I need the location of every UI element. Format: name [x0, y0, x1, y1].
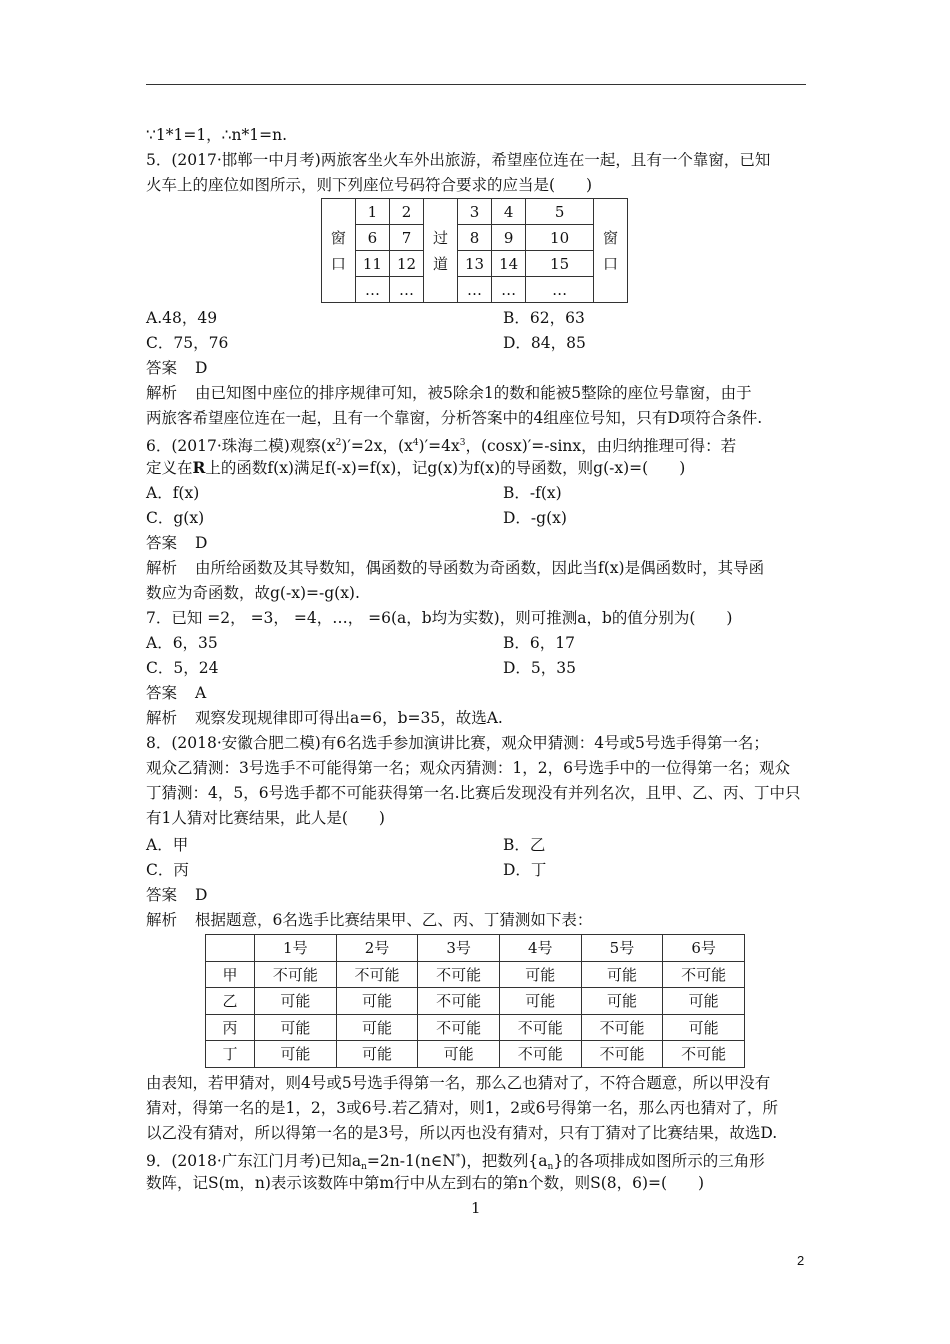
option-b: B．62，63: [503, 309, 585, 327]
table-header-cell: 6号: [663, 935, 745, 962]
table-cell: 不可能: [499, 1041, 581, 1068]
guess-table: [205, 934, 745, 1068]
question-8: 8．(2018·安徽合肥二模)有6名选手参加演讲比赛，观众甲猜测：4号或5号选手得第一名；: [146, 734, 769, 752]
question-9: 9．(2018·广东江门月考)已知an=2n-1(n∈N*)，把数列{an}的各项排成如图所示的三角形: [146, 1152, 765, 1172]
table-cell: 可能: [255, 1014, 337, 1041]
table-header-cell: [206, 935, 255, 962]
option-b: B．乙: [503, 836, 546, 854]
table-header-cell: 1号: [255, 935, 337, 962]
table-cell: 可能: [255, 988, 337, 1015]
explanation-line: 解析 观察发现规律即可得出a=6，b=35，故选A.: [146, 709, 503, 727]
question-6: 6．(2017·珠海二模)观察$(x^2)'=2x$，$(x^4)'=4x^3$，(cosx)′=-sinx，由归纳推理可得：若: [146, 437, 737, 455]
option-c: C．75，76: [146, 334, 229, 352]
option-d: D．丁: [503, 861, 547, 879]
table-cell: 乙: [206, 988, 255, 1015]
table-row: [206, 1041, 745, 1068]
seat-cell: …: [492, 277, 526, 303]
table-cell: 不可能: [581, 1014, 663, 1041]
option-d: D．-g(x): [503, 509, 567, 527]
question-5: 5．(2017·邯郸一中月考)两旅客坐火车外出旅游，希望座位连在一起，且有一个靠窗，已知: [146, 151, 771, 169]
window-cell-right: 窗口: [594, 199, 628, 303]
table-cell: 可能: [499, 961, 581, 988]
question-7: 7．已知 =2， =3， =4，…， =6(a，b均为实数)，则可推测a，b的值分别为( ): [146, 609, 733, 627]
table-cell: 不可能: [255, 961, 337, 988]
table-cell: 不可能: [581, 1041, 663, 1068]
seat-cell: 10: [526, 225, 594, 251]
table-cell: 可能: [663, 988, 745, 1015]
option-b: B．-f(x): [503, 484, 562, 502]
seat-cell: 15: [526, 251, 594, 277]
table-cell: 可能: [499, 988, 581, 1015]
option-c: C．5，24: [146, 659, 219, 677]
seat-cell: 11: [355, 251, 389, 277]
seat-cell: 13: [457, 251, 491, 277]
option-c: C．g(x): [146, 509, 205, 527]
seat-cell: 6: [355, 225, 389, 251]
table-header-cell: 3号: [418, 935, 500, 962]
text-line: 有1人猜对比赛结果，此人是( ): [146, 809, 385, 827]
text-line: 定义在R上的函数f(x)满足f(-x)=f(x)，记g(x)为f(x)的导函数，则g(-x)=( ): [146, 458, 686, 477]
seat-cell: 14: [492, 251, 526, 277]
seat-cell: 2: [389, 199, 423, 225]
option-b: B．6，17: [503, 634, 575, 652]
table-cell: 可能: [663, 1014, 745, 1041]
table-cell: 不可能: [663, 1041, 745, 1068]
text-line: 两旅客希望座位连在一起，且有一个靠窗，分析答案中的4组座位号知，只有D项符合条件.: [146, 409, 763, 427]
table-header-row: [206, 935, 745, 962]
answer-line: 答案 D: [146, 359, 208, 377]
window-cell-left: 窗口: [322, 199, 356, 303]
text-line: 以乙没有猜对，所以得第一名的是3号，所以丙也没有猜对，只有丁猜对了比赛结果，故选D.: [146, 1124, 778, 1142]
table-cell: 可能: [581, 961, 663, 988]
seat-cell: …: [389, 277, 423, 303]
table-cell: 不可能: [336, 961, 418, 988]
option-c: C．丙: [146, 861, 189, 879]
text-line: 猜对，得第一名的是1，2，3或6号.若乙猜对，则1，2或6号得第一名，那么丙也猜对了，所: [146, 1099, 778, 1117]
table-cell: 不可能: [418, 961, 500, 988]
option-a: A.48，49: [146, 309, 218, 327]
explanation-line: 解析 根据题意，6名选手比赛结果甲、乙、丙、丁猜测如下表：: [146, 911, 593, 929]
table-cell: 可能: [336, 1014, 418, 1041]
seat-cell: …: [526, 277, 594, 303]
table-cell: 可能: [336, 988, 418, 1015]
option-a: A．6，35: [146, 634, 218, 652]
table-cell: 不可能: [663, 961, 745, 988]
text-line: 丁猜测：4，5，6号选手都不可能获得第一名.比赛后发现没有并列名次，且甲、乙、丙、丁中只: [146, 784, 801, 802]
page-number-right: 2: [797, 1253, 805, 1268]
seat-diagram-table: [321, 198, 628, 303]
text-line: 数阵，记S(m，n)表示该数阵中第m行中从左到右的第n个数，则S(8，6)=( ): [146, 1174, 705, 1192]
option-a: A．f(x): [146, 484, 200, 502]
option-a: A．甲: [146, 836, 189, 854]
text-line: 数应为奇函数，故g(-x)=-g(x).: [146, 584, 360, 602]
seat-cell: 7: [389, 225, 423, 251]
table-cell: 丁: [206, 1041, 255, 1068]
table-cell: 不可能: [418, 988, 500, 1015]
seat-cell: 12: [389, 251, 423, 277]
seat-cell: …: [355, 277, 389, 303]
text-line: 由表知，若甲猜对，则4号或5号选手得第一名，那么乙也猜对了，不符合题意，所以甲没有: [146, 1074, 771, 1092]
table-cell: 可能: [336, 1041, 418, 1068]
page-number-center: 1: [471, 1199, 481, 1217]
table-cell: 可能: [255, 1041, 337, 1068]
option-d: D．5，35: [503, 659, 577, 677]
seat-cell: 8: [457, 225, 491, 251]
table-header-cell: 4号: [499, 935, 581, 962]
aisle-cell: 过道: [424, 199, 458, 303]
table-row: [206, 1014, 745, 1041]
table-cell: 丙: [206, 1014, 255, 1041]
answer-line: 答案 A: [146, 684, 207, 702]
answer-line: 答案 D: [146, 886, 208, 904]
explanation-line: 解析 由已知图中座位的排序规律可知，被5除余1的数和能被5整除的座位号靠窗，由于: [146, 384, 752, 402]
seat-cell: 9: [492, 225, 526, 251]
seat-cell: 1: [355, 199, 389, 225]
seat-cell: …: [457, 277, 491, 303]
table-cell: 可能: [581, 988, 663, 1015]
header-rule: [146, 84, 806, 85]
text-line: 火车上的座位如图所示，则下列座位号码符合要求的应当是( ): [146, 176, 593, 194]
seat-cell: 4: [492, 199, 526, 225]
table-header-cell: 5号: [581, 935, 663, 962]
table-cell: 甲: [206, 961, 255, 988]
option-d: D．84，85: [503, 334, 586, 352]
table-row: [206, 988, 745, 1015]
table-cell: 不可能: [418, 1014, 500, 1041]
explanation-line: 解析 由所给函数及其导数知，偶函数的导函数为奇函数，因此当f(x)是偶函数时，其导函: [146, 559, 765, 577]
text-line: 观众乙猜测：3号选手不可能得第一名；观众丙猜测：1，2，6号选手中的一位得第一名；观众: [146, 759, 790, 777]
seat-cell: 3: [457, 199, 491, 225]
seat-cell: 5: [526, 199, 594, 225]
table-cell: 可能: [418, 1041, 500, 1068]
text-line: ∵1*1=1，∴n*1=n.: [146, 126, 288, 144]
table-header-cell: 2号: [336, 935, 418, 962]
table-cell: 不可能: [499, 1014, 581, 1041]
table-row: [206, 961, 745, 988]
answer-line: 答案 D: [146, 534, 208, 552]
